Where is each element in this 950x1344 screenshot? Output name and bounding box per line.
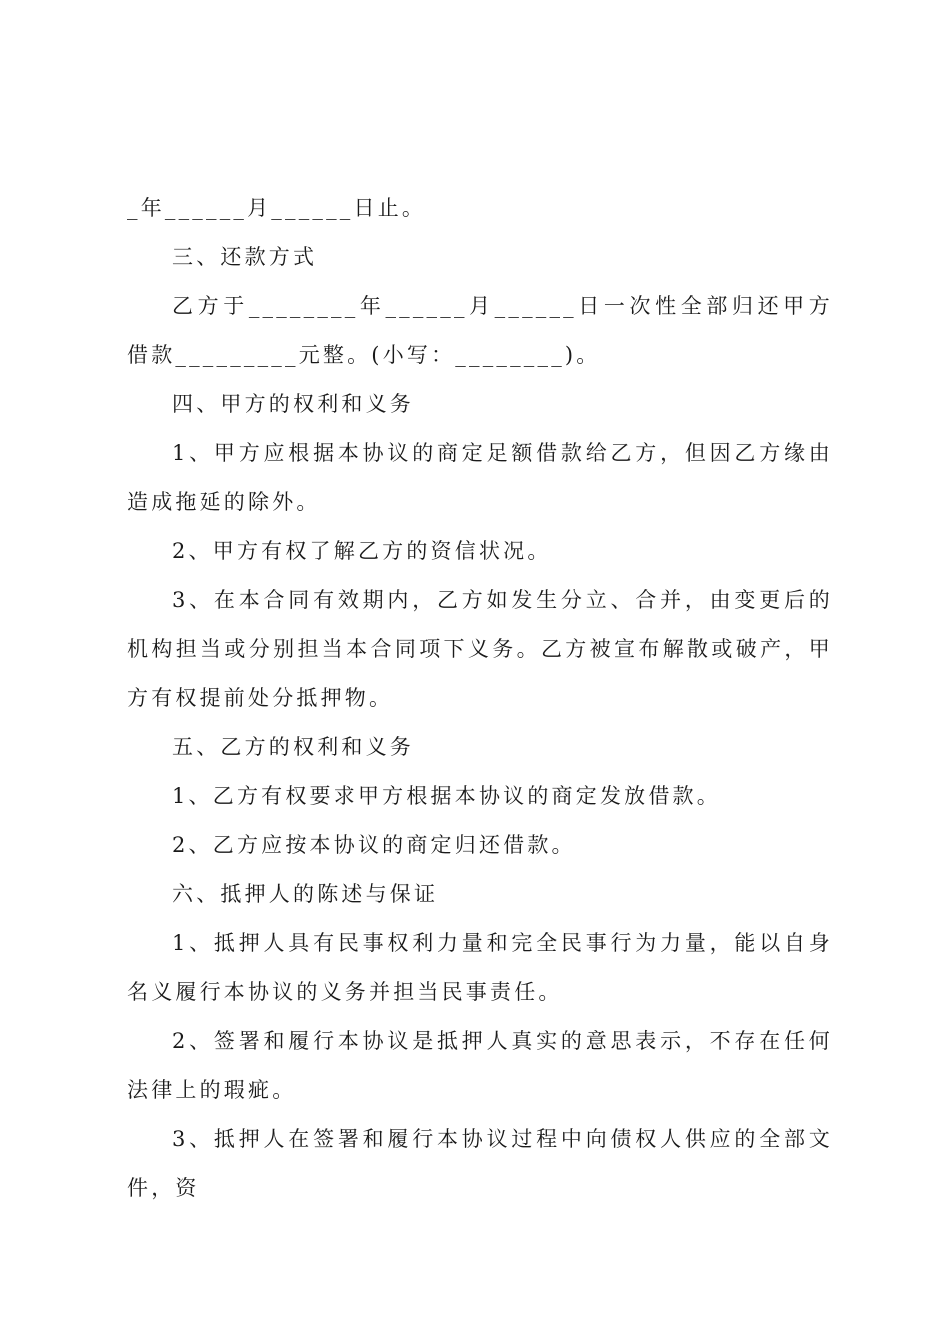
paragraph-repayment-terms: 乙方于________年______月______日一次性全部归还甲方借款_________元整。(小写：________)。 [127, 294, 833, 367]
heading-mortgagor-statements: 六、抵押人的陈述与保证 [172, 882, 439, 906]
heading-party-a-rights: 四、甲方的权利和义务 [172, 392, 414, 416]
paragraph-party-b-clause-1: 1、乙方有权要求甲方根据本协议的商定发放借款。 [172, 784, 721, 808]
heading-repayment-method: 三、还款方式 [172, 245, 318, 269]
paragraph-mortgagor-clause-2: 2、签署和履行本协议是抵押人真实的意思表示，不存在任何法律上的瑕疵。 [127, 1029, 833, 1102]
heading-party-b-rights: 五、乙方的权利和义务 [172, 735, 414, 759]
paragraph-party-a-clause-2: 2、甲方有权了解乙方的资信状况。 [172, 539, 552, 563]
paragraph-mortgagor-clause-3: 3、抵押人在签署和履行本协议过程中向债权人供应的全部文件，资 [127, 1127, 833, 1200]
paragraph-date-end: _年______月______日止。 [127, 196, 427, 220]
document-body [127, 184, 833, 1213]
paragraph-mortgagor-clause-1: 1、抵押人具有民事权利力量和完全民事行为力量，能以自身名义履行本协议的义务并担当民事责任。 [127, 931, 833, 1004]
paragraph-party-b-clause-2: 2、乙方应按本协议的商定归还借款。 [172, 833, 576, 857]
paragraph-party-a-clause-3: 3、在本合同有效期内，乙方如发生分立、合并，由变更后的机构担当或分别担当本合同项下义务。乙方被宣布解散或破产，甲方有权提前处分抵押物。 [127, 588, 833, 710]
paragraph-party-a-clause-1: 1、甲方应根据本协议的商定足额借款给乙方，但因乙方缘由造成拖延的除外。 [127, 441, 833, 514]
